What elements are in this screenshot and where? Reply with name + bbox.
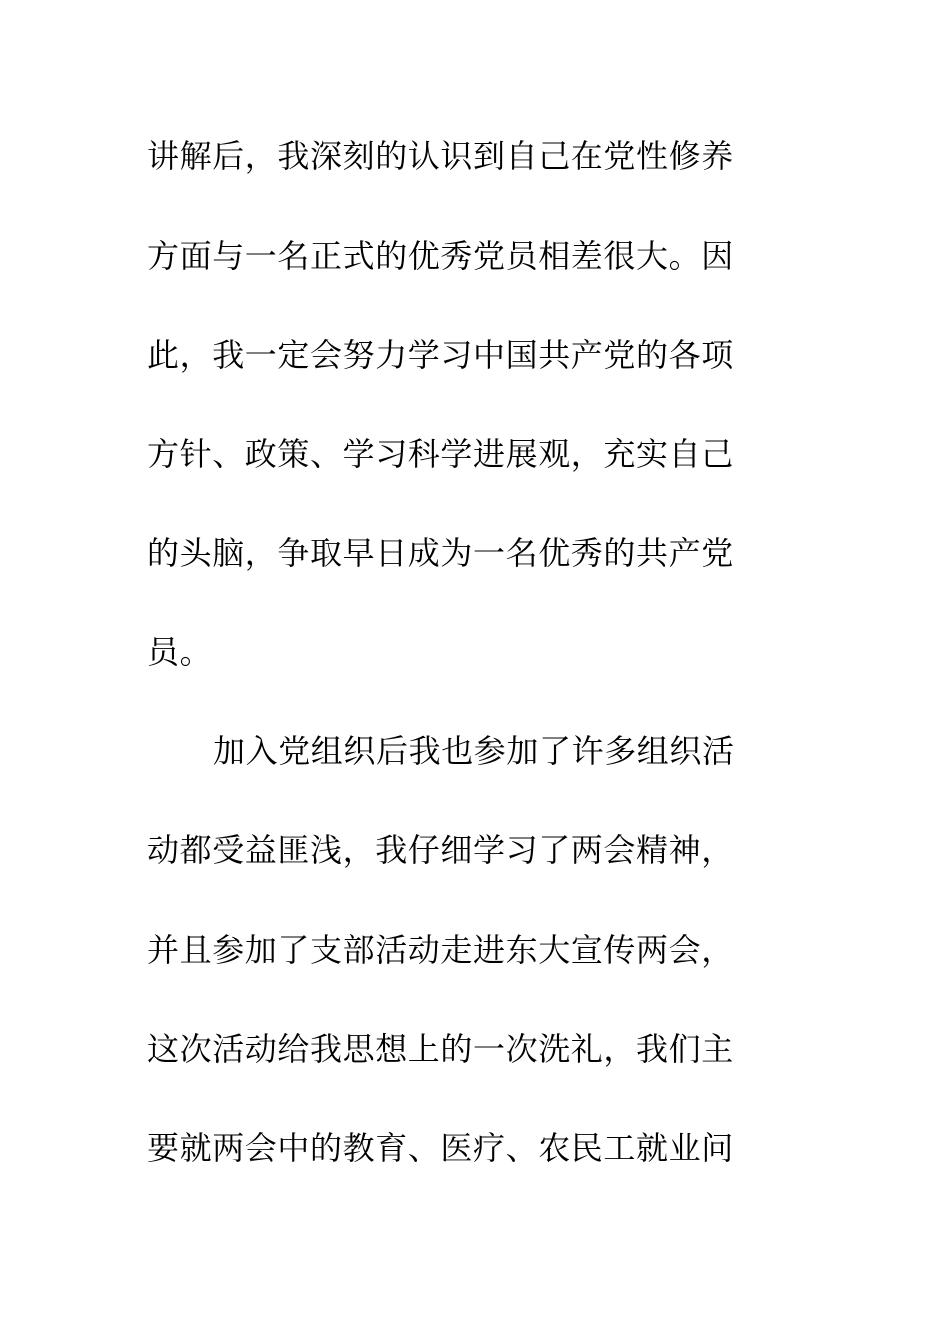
paragraph-1-line-5: 的头脑，争取早日成为一名优秀的共产党 [147,534,734,572]
paragraph-1-line-4: 方针、政策、学习科学进展观，充实自己 [147,435,734,473]
paragraph-1-line-6: 员。 [147,633,213,671]
paragraph-2-line-1: 加入党组织后我也参加了许多组织活 [213,732,735,770]
paragraph-2-line-5: 要就两会中的教育、医疗、农民工就业问 [147,1129,734,1167]
paragraph-1-line-3: 此，我一定会努力学习中国共产党的各项 [147,336,734,374]
paragraph-1-line-1: 讲解后，我深刻的认识到自己在党性修养 [147,137,734,175]
paragraph-2-line-2: 动都受益匪浅，我仔细学习了两会精神， [147,831,734,869]
paragraph-1-line-2: 方面与一名正式的优秀党员相差很大。因 [147,237,734,275]
paragraph-2-line-3: 并且参加了支部活动走进东大宣传两会， [147,931,734,969]
paragraph-2-line-4: 这次活动给我思想上的一次洗礼，我们主 [147,1030,734,1068]
